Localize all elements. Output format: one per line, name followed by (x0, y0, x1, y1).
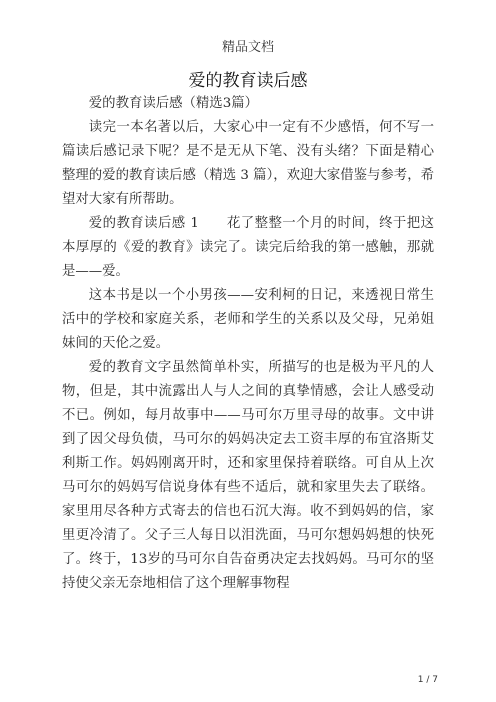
document-title: 爱的教育读后感 (188, 71, 308, 91)
page-header: 精品文档 (221, 40, 274, 55)
page-number: 1 / 7 (417, 675, 438, 685)
body-paragraph: 读完一本名著以后，大家心中一定有不少感悟，何不写一篇读后感记录下呢？是不是无从下笔、没有头绪？下面是精心整理的爱的教育读后感（精选 3 篇），欢迎大家借鉴与参考，希望对大家有所帮助。 (62, 120, 434, 207)
document-body (62, 92, 434, 596)
body-paragraph: 爱的教育读后感 1 花了整整一个月的时间，终于把这本厚厚的《爱的教育》读完了。读完后给我的第一感触，那就是——爱。 (62, 216, 434, 279)
body-paragraph: 这本书是以一个小男孩——安利柯的日记，来透视日常生活中的学校和家庭关系，老师和学生的关系以及父母，兄弟姐妹间的天伦之爱。 (62, 288, 434, 351)
body-paragraph: 爱的教育读后感（精选3篇） (88, 96, 259, 111)
body-paragraph: 爱的教育文字虽然简单朴实，所描写的也是极为平凡的人物，但是，其中流露出人与人之间的真挚情感，会让人感受动不已。例如，每月故事中——马可尔万里寻母的故事。文中讲到了因父母负债，马可尔的妈妈决定去工资丰厚的布宜洛斯艾利斯工作。妈妈刚离开时，还和家里保持着联络。可自从上次马可尔的妈妈写信说身体有些不适后，就和家里失去了联络。家里用尽各种方式寄去的信也石沉大海。收不到妈妈的信，家里更冷清了。父子三人每日以泪洗面，马可尔想妈妈想的快死了。终于，13岁的马可尔自告奋勇决定去找妈妈。马可尔的坚持使父亲无奈地相信了这个理解事物程 (62, 360, 434, 591)
